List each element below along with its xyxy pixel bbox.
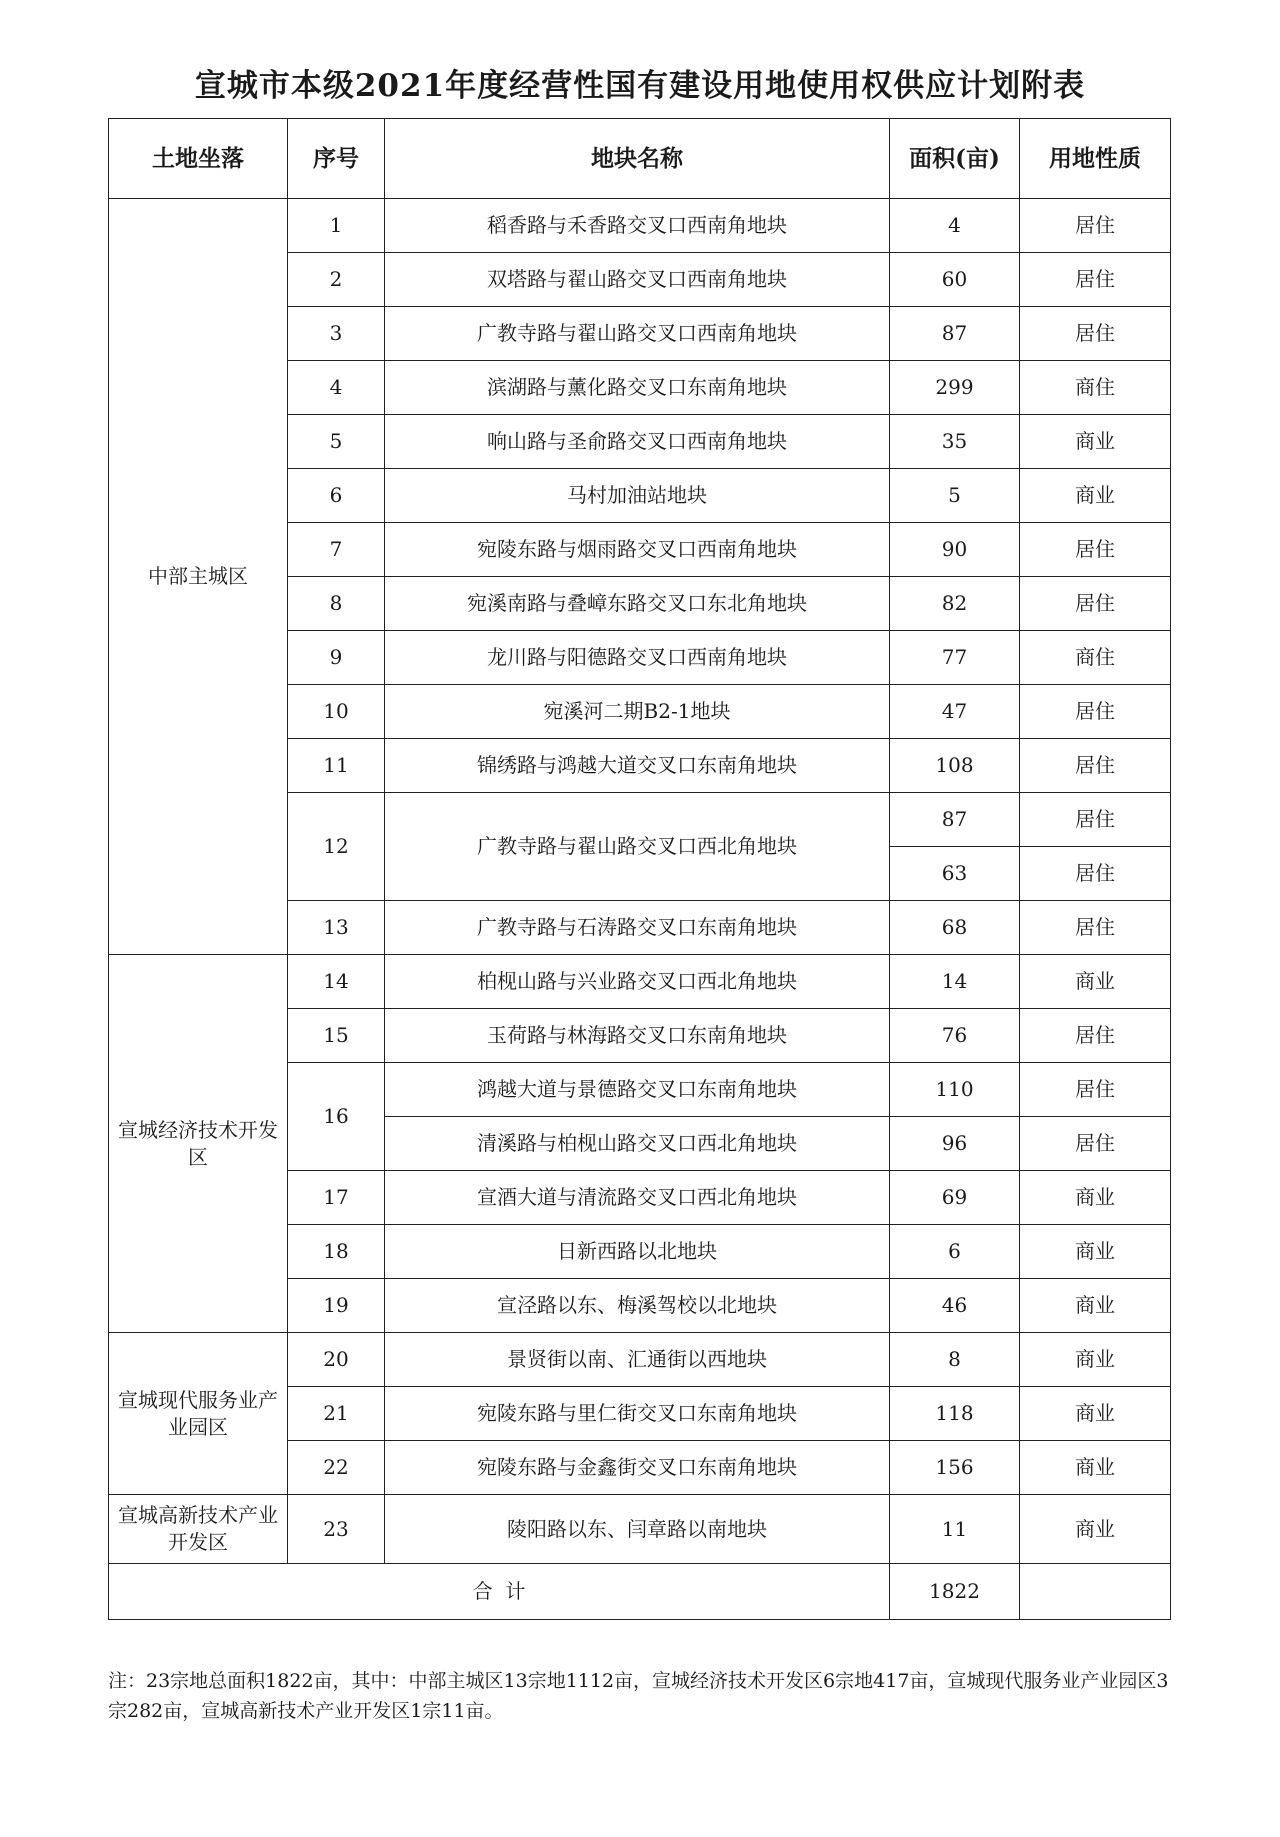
use-cell: 商业 <box>1020 1279 1171 1333</box>
seq-cell: 15 <box>288 1009 385 1063</box>
area-cell: 63 <box>890 847 1020 901</box>
area-cell: 35 <box>890 415 1020 469</box>
name-cell: 宣酒大道与清流路交叉口西北角地块 <box>385 1171 890 1225</box>
area-cell: 4 <box>890 199 1020 253</box>
area-cell: 118 <box>890 1387 1020 1441</box>
name-cell: 宛陵东路与烟雨路交叉口西南角地块 <box>385 523 890 577</box>
seq-cell: 13 <box>288 901 385 955</box>
area-cell: 156 <box>890 1441 1020 1495</box>
name-cell: 景贤街以南、汇通街以西地块 <box>385 1333 890 1387</box>
seq-cell: 21 <box>288 1387 385 1441</box>
seq-cell: 8 <box>288 577 385 631</box>
name-cell: 广教寺路与翟山路交叉口西南角地块 <box>385 307 890 361</box>
area-cell: 47 <box>890 685 1020 739</box>
name-cell: 宛溪南路与叠嶂东路交叉口东北角地块 <box>385 577 890 631</box>
seq-cell: 6 <box>288 469 385 523</box>
use-cell: 商业 <box>1020 955 1171 1009</box>
use-cell: 居住 <box>1020 307 1171 361</box>
area-cell: 69 <box>890 1171 1020 1225</box>
use-cell: 商业 <box>1020 1387 1171 1441</box>
district-cell: 宣城高新技术产业开发区 <box>109 1495 288 1564</box>
name-cell: 广教寺路与石涛路交叉口东南角地块 <box>385 901 890 955</box>
name-cell: 响山路与圣俞路交叉口西南角地块 <box>385 415 890 469</box>
use-cell: 居住 <box>1020 253 1171 307</box>
name-cell: 宣泾路以东、梅溪驾校以北地块 <box>385 1279 890 1333</box>
use-cell: 商业 <box>1020 469 1171 523</box>
seq-cell: 16 <box>288 1063 385 1171</box>
use-cell: 居住 <box>1020 739 1171 793</box>
area-cell: 110 <box>890 1063 1020 1117</box>
header-location: 土地坐落 <box>109 119 288 199</box>
area-cell: 96 <box>890 1117 1020 1171</box>
total-label: 合 计 <box>109 1564 890 1620</box>
table-row <box>109 955 1171 1009</box>
seq-cell: 17 <box>288 1171 385 1225</box>
name-cell: 陵阳路以东、闫章路以南地块 <box>385 1495 890 1564</box>
use-cell: 商业 <box>1020 1171 1171 1225</box>
use-cell: 商业 <box>1020 1225 1171 1279</box>
table-row <box>109 1333 1171 1387</box>
name-cell: 马村加油站地块 <box>385 469 890 523</box>
area-cell: 6 <box>890 1225 1020 1279</box>
name-cell: 滨湖路与薰化路交叉口东南角地块 <box>385 361 890 415</box>
seq-cell: 5 <box>288 415 385 469</box>
name-cell: 宛陵东路与里仁街交叉口东南角地块 <box>385 1387 890 1441</box>
header-name: 地块名称 <box>385 119 890 199</box>
seq-cell: 22 <box>288 1441 385 1495</box>
name-cell: 广教寺路与翟山路交叉口西北角地块 <box>385 793 890 901</box>
use-cell: 商业 <box>1020 415 1171 469</box>
seq-cell: 3 <box>288 307 385 361</box>
district-cell: 宣城经济技术开发区 <box>109 955 288 1333</box>
use-cell: 居住 <box>1020 1063 1171 1117</box>
area-cell: 11 <box>890 1495 1020 1564</box>
area-cell: 60 <box>890 253 1020 307</box>
area-cell: 299 <box>890 361 1020 415</box>
seq-cell: 4 <box>288 361 385 415</box>
name-cell: 稻香路与禾香路交叉口西南角地块 <box>385 199 890 253</box>
use-cell: 居住 <box>1020 1117 1171 1171</box>
table-row <box>109 199 1171 253</box>
seq-cell: 10 <box>288 685 385 739</box>
area-cell: 87 <box>890 793 1020 847</box>
seq-cell: 20 <box>288 1333 385 1387</box>
use-cell: 商住 <box>1020 361 1171 415</box>
name-cell: 日新西路以北地块 <box>385 1225 890 1279</box>
area-cell: 46 <box>890 1279 1020 1333</box>
total-area: 1822 <box>890 1564 1020 1620</box>
total-use <box>1020 1564 1171 1620</box>
header-seq: 序号 <box>288 119 385 199</box>
use-cell: 商住 <box>1020 631 1171 685</box>
use-cell: 商业 <box>1020 1441 1171 1495</box>
name-cell: 锦绣路与鸿越大道交叉口东南角地块 <box>385 739 890 793</box>
header-use: 用地性质 <box>1020 119 1171 199</box>
area-cell: 14 <box>890 955 1020 1009</box>
seq-cell: 14 <box>288 955 385 1009</box>
area-cell: 87 <box>890 307 1020 361</box>
district-cell: 中部主城区 <box>109 199 288 955</box>
seq-cell: 7 <box>288 523 385 577</box>
seq-cell: 19 <box>288 1279 385 1333</box>
area-cell: 90 <box>890 523 1020 577</box>
area-cell: 76 <box>890 1009 1020 1063</box>
seq-cell: 1 <box>288 199 385 253</box>
district-cell: 宣城现代服务业产业园区 <box>109 1333 288 1495</box>
use-cell: 居住 <box>1020 685 1171 739</box>
area-cell: 77 <box>890 631 1020 685</box>
land-supply-table <box>108 118 1171 1620</box>
area-cell: 8 <box>890 1333 1020 1387</box>
name-cell: 柏枧山路与兴业路交叉口西北角地块 <box>385 955 890 1009</box>
use-cell: 居住 <box>1020 199 1171 253</box>
name-cell: 宛陵东路与金鑫街交叉口东南角地块 <box>385 1441 890 1495</box>
header-row <box>109 119 1171 199</box>
table-row <box>109 1495 1171 1564</box>
seq-cell: 9 <box>288 631 385 685</box>
use-cell: 商业 <box>1020 1333 1171 1387</box>
use-cell: 居住 <box>1020 901 1171 955</box>
seq-cell: 11 <box>288 739 385 793</box>
name-cell: 龙川路与阳德路交叉口西南角地块 <box>385 631 890 685</box>
use-cell: 居住 <box>1020 1009 1171 1063</box>
area-cell: 82 <box>890 577 1020 631</box>
area-cell: 5 <box>890 469 1020 523</box>
seq-cell: 12 <box>288 793 385 901</box>
footnote: 注：23宗地总面积1822亩，其中：中部主城区13宗地1112亩，宣城经济技术开发区6宗地417亩，宣城现代服务业产业园区3宗282亩，宣城高新技术产业开发区1宗11亩。 <box>108 1670 1169 1722</box>
name-cell: 双塔路与翟山路交叉口西南角地块 <box>385 253 890 307</box>
seq-cell: 23 <box>288 1495 385 1564</box>
area-cell: 68 <box>890 901 1020 955</box>
use-cell: 商业 <box>1020 1495 1171 1564</box>
name-cell: 鸿越大道与景德路交叉口东南角地块 <box>385 1063 890 1117</box>
seq-cell: 2 <box>288 253 385 307</box>
use-cell: 居住 <box>1020 793 1171 847</box>
seq-cell: 18 <box>288 1225 385 1279</box>
name-cell: 玉荷路与林海路交叉口东南角地块 <box>385 1009 890 1063</box>
header-area: 面积(亩) <box>890 119 1020 199</box>
name-cell: 清溪路与柏枧山路交叉口西北角地块 <box>385 1117 890 1171</box>
area-cell: 108 <box>890 739 1020 793</box>
name-cell: 宛溪河二期B2-1地块 <box>385 685 890 739</box>
use-cell: 居住 <box>1020 577 1171 631</box>
page-title: 宣城市本级2021年度经营性国有建设用地使用权供应计划附表 <box>194 68 1086 104</box>
use-cell: 居住 <box>1020 847 1171 901</box>
use-cell: 居住 <box>1020 523 1171 577</box>
total-row <box>109 1564 1171 1620</box>
